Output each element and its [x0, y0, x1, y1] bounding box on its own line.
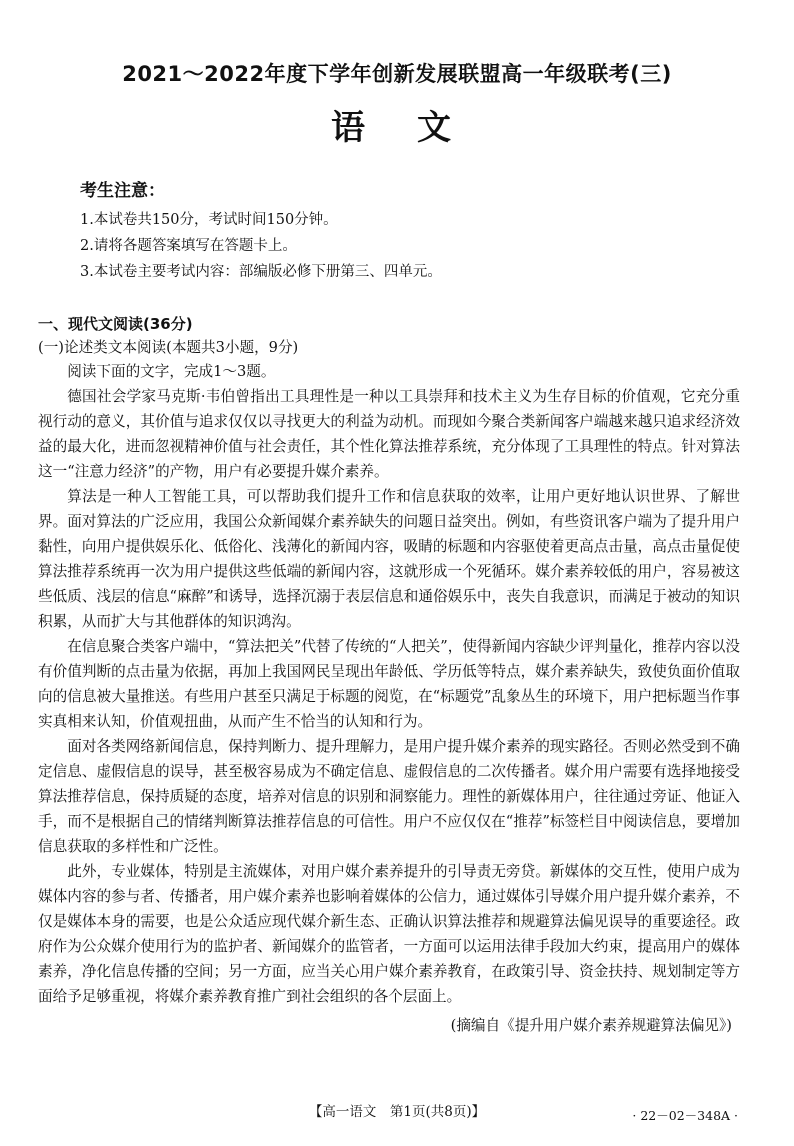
passage-paragraph: 算法是一种人工智能工具，可以帮助我们提升工作和信息获取的效率，让用户更好地认识世界、了解世界。面对算法的广泛应用，我国公众新闻媒介素养缺失的问题日益突出。例如，有些资讯客户端为了提升用户黏性，向用户提供娱乐化、低俗化、浅薄化的新闻内容，吸睛的标题和内容驱使着更高点击量，高点击量促使算法推荐系统再一次为用户提供这些低端的新闻内容，这就形成一个死循环。媒介素养较低的用户，容易被这些低质、浅层的信息“麻醉”和诱导，选择沉溺于表层信息和通俗娱乐中，丧失自我意识，而满足于被动的知识积累，从而扩大与其他群体的知识鸿沟。	[38, 488, 740, 630]
notice-item: 1.本试卷共150分，考试时间150分钟。	[80, 212, 338, 228]
notice-title: 考生注意：	[80, 181, 165, 201]
notice-item: 3.本试卷主要考试内容：部编版必修下册第三、四单元。	[80, 264, 442, 280]
section-heading: 一、现代文阅读(36分)	[38, 315, 193, 333]
reading-instruction: 阅读下面的文字，完成1～3题。	[67, 363, 276, 380]
exam-code: · 22－02－348A ·	[632, 1108, 738, 1123]
notice-item: 2.请将各题答案填写在答题卡上。	[80, 238, 297, 254]
reading-section	[38, 312, 740, 1038]
section-subheading: (一)论述类文本阅读(本题共3小题，9分)	[38, 339, 299, 356]
subject-title: 语文	[331, 108, 503, 148]
page-number: 【高一语文 第1页(共8页)】	[308, 1104, 486, 1120]
passage-paragraph: 面对各类网络新闻信息，保持判断力、提升理解力，是用户提升媒介素养的现实路径。否则必然受到不确定信息、虚假信息的误导，甚至极容易成为不确定信息、虚假信息的二次传播者。媒介用户需要有选择地接受算法推荐信息，保持质疑的态度，培养对信息的识别和洞察能力。理性的新媒体用户，往往通过旁证、他证入手，而不是根据自己的情绪判断算法推荐信息的可信性。用户不应仅仅在“推荐”标签栏目中阅读信息，要增加信息获取的多样性和广泛性。	[38, 738, 740, 855]
passage-paragraph: 此外，专业媒体，特别是主流媒体，对用户媒介素养提升的引导责无旁贷。新媒体的交互性，使用户成为媒体内容的参与者、传播者，用户媒介素养也影响着媒体的公信力，通过媒体引导媒介用户提升媒介素养，不仅是媒体本身的需要，也是公众适应现代媒介新生态、正确认识算法推荐和规避算法偏见误导的重要途径。政府作为公众媒介使用行为的监护者、新闻媒介的监管者，一方面可以运用法律手段加大约束，提高用户的媒体素养，净化信息传播的空间；另一方面，应当关心用户媒介素养教育，在政策引导、资金扶持、规划制定等方面给予足够重视，将媒介素养教育推广到社会组织的各个层面上。	[38, 863, 740, 1005]
passage-paragraph: 德国社会学家马克斯·韦伯曾指出工具理性是一种以工具崇拜和技术主义为生存目标的价值观，它充分重视行动的意义，其价值与追求仅仅以寻找更大的利益为动机。而现如今聚合类新闻客户端越来越只追求经济效益的最大化，进而忽视精神价值与社会责任，其个性化算法推荐系统，充分体现了工具理性的特点。针对算法这一“注意力经济”的产物，用户有必要提升媒介素养。	[38, 388, 740, 480]
candidate-notice	[80, 176, 720, 285]
exam-title: 2021～2022年度下学年创新发展联盟高一年级联考(三)	[122, 62, 672, 86]
passage-paragraph: 在信息聚合类客户端中，“算法把关”代替了传统的“人把关”，使得新闻内容缺少评判量化，推荐内容以没有价值判断的点击量为依据，再加上我国网民呈现出年龄低、学历低等特点，媒介素养缺失，致使负面价值取向的信息被大量推送。有些用户甚至只满足于标题的阅览，在“标题党”乱象丛生的环境下，用户把标题当作事实真相来认知，价值观扭曲，从而产生不恰当的认知和行为。	[38, 638, 740, 730]
passage-source: (摘编自《提升用户媒介素养规避算法偏见》)	[450, 1017, 732, 1034]
